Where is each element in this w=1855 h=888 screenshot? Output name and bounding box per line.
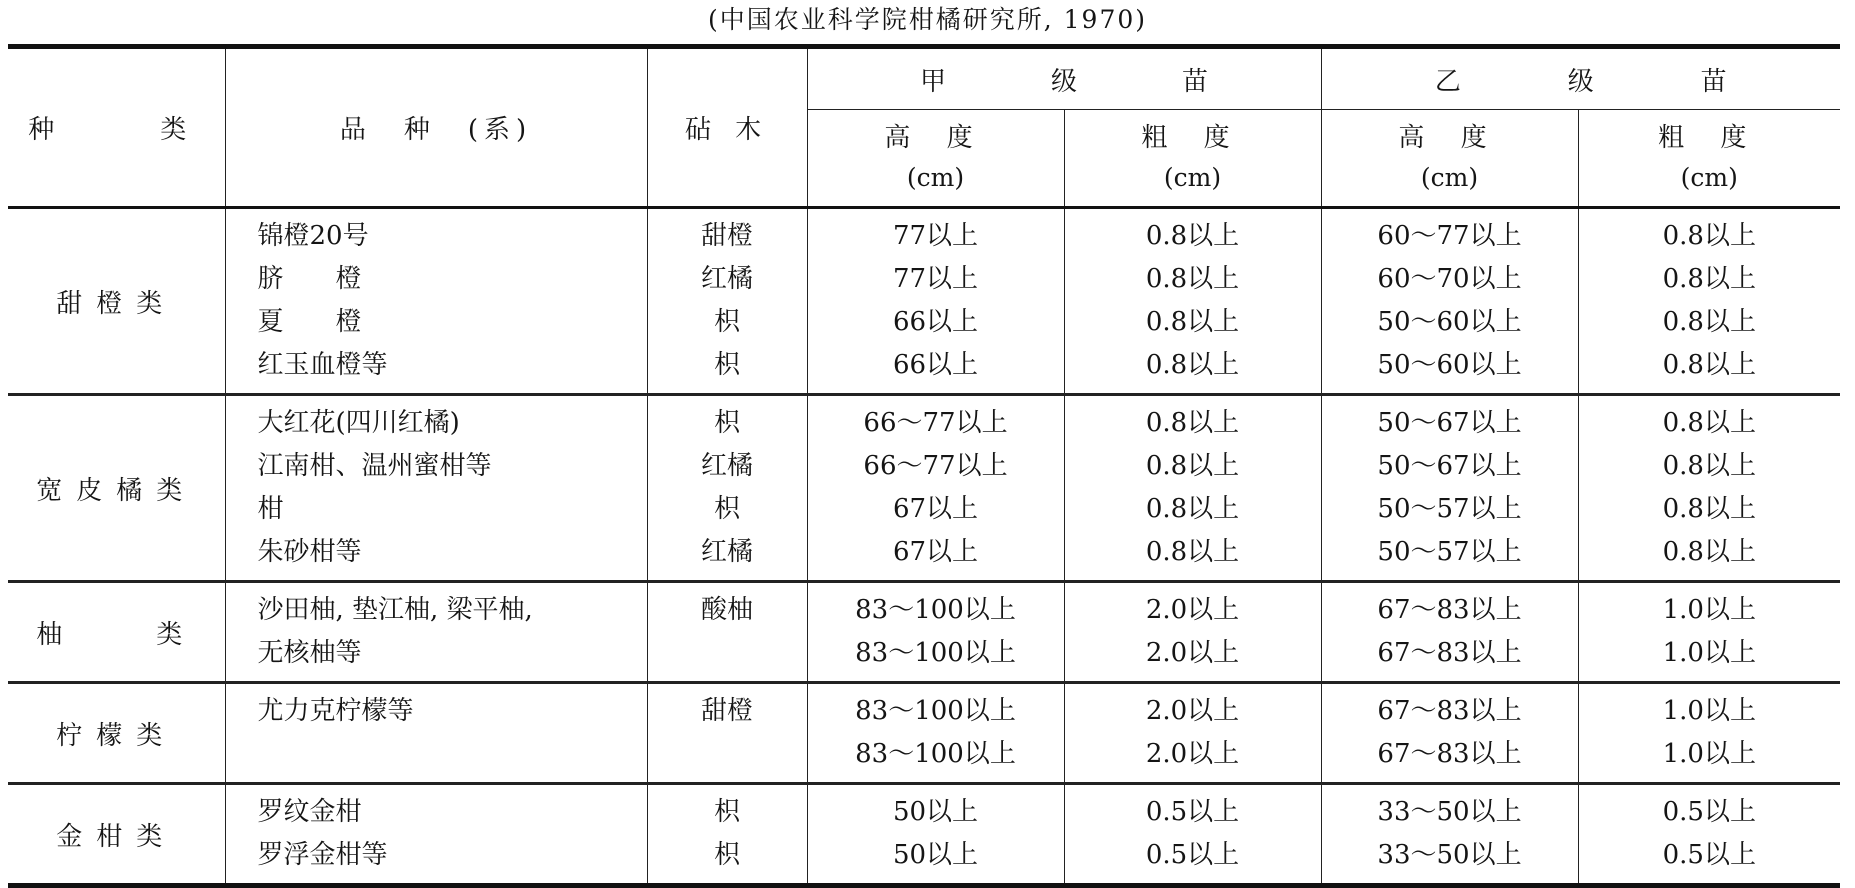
grade-b-height: 50～60以上 <box>1377 307 1522 337</box>
grade-b-height-cell <box>1321 395 1578 582</box>
grade-a-diameter-cell <box>1064 208 1321 395</box>
header-unit: (cm) <box>906 163 965 192</box>
grade-a-diameter: 0.5以上 <box>1145 797 1240 827</box>
rootstock: 红橘 <box>700 451 753 481</box>
grade-b-diameter: 0.8以上 <box>1662 264 1756 294</box>
grade-a-height: 50以上 <box>892 840 979 870</box>
grade-a-diameter: 0.8以上 <box>1145 408 1240 438</box>
grade-b-height: 50～57以上 <box>1377 494 1522 524</box>
rootstock: 甜橙 <box>700 221 753 251</box>
header-grade-b <box>1321 47 1840 110</box>
grade-a-char: 级 <box>1050 66 1077 97</box>
header-a-diameter <box>1064 110 1321 208</box>
grade-a-height: 83～100以上 <box>855 696 1016 726</box>
grade-a-diameter: 0.8以上 <box>1145 350 1240 380</box>
grade-a-height: 77以上 <box>892 221 979 251</box>
grade-a-diameter: 0.8以上 <box>1145 264 1240 294</box>
grade-a-height: 83～100以上 <box>855 638 1016 668</box>
table-row <box>8 208 1840 395</box>
grade-b-diameter: 1.0以上 <box>1662 739 1756 769</box>
grade-a-diameter: 0.8以上 <box>1145 221 1240 251</box>
header-unit: (cm) <box>1420 163 1479 192</box>
header-b-height <box>1321 110 1578 208</box>
grade-b-diameter-cell <box>1578 208 1840 395</box>
variety-cell <box>225 208 647 395</box>
grade-b-diameter: 0.8以上 <box>1662 494 1756 524</box>
rootstock <box>648 632 807 675</box>
grade-a-height-cell <box>807 784 1064 886</box>
rootstock-cell <box>647 208 807 395</box>
rootstock: 红橘 <box>700 537 753 567</box>
grade-b-height-cell <box>1321 582 1578 683</box>
header-b-diameter <box>1578 110 1840 208</box>
header-unit: (cm) <box>1163 163 1222 192</box>
rootstock: 枳 <box>713 350 740 380</box>
grade-b-height: 67～83以上 <box>1377 638 1522 668</box>
grade-a-height-cell <box>807 395 1064 582</box>
rootstock: 枳 <box>713 797 740 827</box>
header-rootstock: 砧 木 <box>647 47 807 208</box>
variety-cell <box>225 395 647 582</box>
grade-b-height: 67～83以上 <box>1377 595 1522 625</box>
grade-b-height: 50～67以上 <box>1377 408 1522 438</box>
grade-b-diameter: 0.8以上 <box>1662 221 1756 251</box>
kind-cell: 柠檬类 <box>8 683 225 784</box>
rootstock-cell <box>647 395 807 582</box>
grade-a-height: 67以上 <box>892 494 979 524</box>
rootstock-cell <box>647 784 807 886</box>
grade-a-diameter-cell <box>1064 784 1321 886</box>
grade-b-diameter: 1.0以上 <box>1662 696 1756 726</box>
grade-b-diameter: 1.0以上 <box>1662 595 1756 625</box>
variety: 红玉血橙等 <box>257 350 388 380</box>
grade-a-height: 67以上 <box>892 537 979 567</box>
grade-b-height: 60～70以上 <box>1377 264 1522 294</box>
grade-a-height-cell <box>807 208 1064 395</box>
grade-b-diameter: 1.0以上 <box>1662 638 1756 668</box>
grade-b-height: 33～50以上 <box>1377 797 1522 827</box>
grade-b-char: 级 <box>1567 66 1594 97</box>
variety-cell <box>225 784 647 886</box>
variety: 江南柑、温州蜜柑等 <box>257 451 492 481</box>
header-a-height <box>807 110 1064 208</box>
grade-b-char: 苗 <box>1700 66 1727 97</box>
grade-a-height: 50以上 <box>892 797 979 827</box>
grade-b-height: 60～77以上 <box>1377 221 1522 251</box>
header-variety: 品 种 (系) <box>225 47 647 208</box>
variety: 夏 橙 <box>257 307 362 337</box>
grade-a-diameter-cell <box>1064 683 1321 784</box>
variety: 沙田柚, 垫江柚, 梁平柚, <box>257 595 533 625</box>
grade-a-diameter: 2.0以上 <box>1145 595 1240 625</box>
rootstock: 枳 <box>713 840 740 870</box>
variety: 尤力克柠檬等 <box>257 696 414 726</box>
grade-a-diameter: 0.5以上 <box>1145 840 1240 870</box>
grade-a-diameter: 0.8以上 <box>1145 307 1240 337</box>
rootstock: 红橘 <box>700 264 753 294</box>
rootstock-cell <box>647 683 807 784</box>
grade-b-height: 67～83以上 <box>1377 696 1522 726</box>
grade-b-height: 50～60以上 <box>1377 350 1522 380</box>
variety-cell <box>225 582 647 683</box>
header-label: 高 度 <box>1398 123 1501 153</box>
header-grade-a <box>807 47 1321 110</box>
variety: 柑 <box>257 494 284 524</box>
grade-a-height: 66以上 <box>892 307 979 337</box>
variety: 罗浮金柑等 <box>257 840 388 870</box>
grade-b-diameter: 0.8以上 <box>1662 537 1756 567</box>
variety: 脐 橙 <box>257 264 362 294</box>
header-label: 粗 度 <box>1141 123 1244 153</box>
grade-a-height: 66以上 <box>892 350 979 380</box>
grade-a-height: 83～100以上 <box>855 739 1016 769</box>
grade-a-height: 83～100以上 <box>855 595 1016 625</box>
grade-b-height: 67～83以上 <box>1377 739 1522 769</box>
table-row <box>8 582 1840 683</box>
variety: 罗纹金柑 <box>257 797 362 827</box>
grade-a-height-cell <box>807 582 1064 683</box>
rootstock: 枳 <box>713 494 740 524</box>
grade-b-height: 33～50以上 <box>1377 840 1522 870</box>
table-row <box>8 784 1840 886</box>
header-label: 高 度 <box>884 123 987 153</box>
grade-b-height-cell <box>1321 784 1578 886</box>
variety: 大红花(四川红橘) <box>257 408 460 438</box>
grade-a-diameter-cell <box>1064 582 1321 683</box>
header-label: 粗 度 <box>1658 123 1761 153</box>
grade-b-diameter: 0.5以上 <box>1662 840 1756 870</box>
grade-b-char: 乙 <box>1434 66 1461 97</box>
variety <box>226 733 647 776</box>
variety-cell <box>225 683 647 784</box>
rootstock <box>648 733 807 776</box>
grade-a-height-cell <box>807 683 1064 784</box>
grade-a-char: 甲 <box>919 66 946 97</box>
grade-a-diameter: 2.0以上 <box>1145 696 1240 726</box>
kind-cell: 甜橙类 <box>8 208 225 395</box>
grade-b-height-cell <box>1321 683 1578 784</box>
rootstock: 甜橙 <box>700 696 753 726</box>
grade-a-height: 77以上 <box>892 264 979 294</box>
rootstock-cell <box>647 582 807 683</box>
grade-b-diameter: 0.5以上 <box>1662 797 1756 827</box>
kind-cell: 金柑类 <box>8 784 225 886</box>
grade-b-height: 50～57以上 <box>1377 537 1522 567</box>
grade-b-diameter: 0.8以上 <box>1662 451 1756 481</box>
grade-b-diameter-cell <box>1578 395 1840 582</box>
grade-a-height: 66～77以上 <box>863 451 1008 481</box>
grade-a-height: 66～77以上 <box>863 408 1008 438</box>
kind-cell: 宽皮橘类 <box>8 395 225 582</box>
source-note: (中国农业科学院柑橘研究所, 1970) <box>707 5 1148 34</box>
grade-a-diameter: 0.8以上 <box>1145 537 1240 567</box>
rootstock: 枳 <box>713 307 740 337</box>
variety: 锦橙20号 <box>257 221 369 251</box>
grade-b-diameter: 0.8以上 <box>1662 307 1756 337</box>
grade-b-height-cell <box>1321 208 1578 395</box>
grade-a-diameter: 0.8以上 <box>1145 451 1240 481</box>
grade-b-diameter: 0.8以上 <box>1662 408 1756 438</box>
rootstock: 枳 <box>713 408 740 438</box>
variety: 朱砂柑等 <box>257 537 362 567</box>
variety: 无核柚等 <box>257 638 362 668</box>
header-unit: (cm) <box>1680 163 1738 192</box>
grade-b-diameter-cell <box>1578 582 1840 683</box>
grade-a-char: 苗 <box>1181 66 1208 97</box>
header-kind: 种 类 <box>8 47 225 208</box>
seedling-grade-table <box>8 44 1840 888</box>
grade-b-diameter-cell <box>1578 683 1840 784</box>
grade-a-diameter: 2.0以上 <box>1145 739 1240 769</box>
grade-b-diameter-cell <box>1578 784 1840 886</box>
grade-a-diameter: 2.0以上 <box>1145 638 1240 668</box>
kind-cell: 柚 类 <box>8 582 225 683</box>
grade-b-diameter: 0.8以上 <box>1662 350 1756 380</box>
grade-a-diameter-cell <box>1064 395 1321 582</box>
table-row <box>8 395 1840 582</box>
rootstock: 酸柚 <box>700 595 753 625</box>
grade-a-diameter: 0.8以上 <box>1145 494 1240 524</box>
table-row <box>8 683 1840 784</box>
grade-b-height: 50～67以上 <box>1377 451 1522 481</box>
